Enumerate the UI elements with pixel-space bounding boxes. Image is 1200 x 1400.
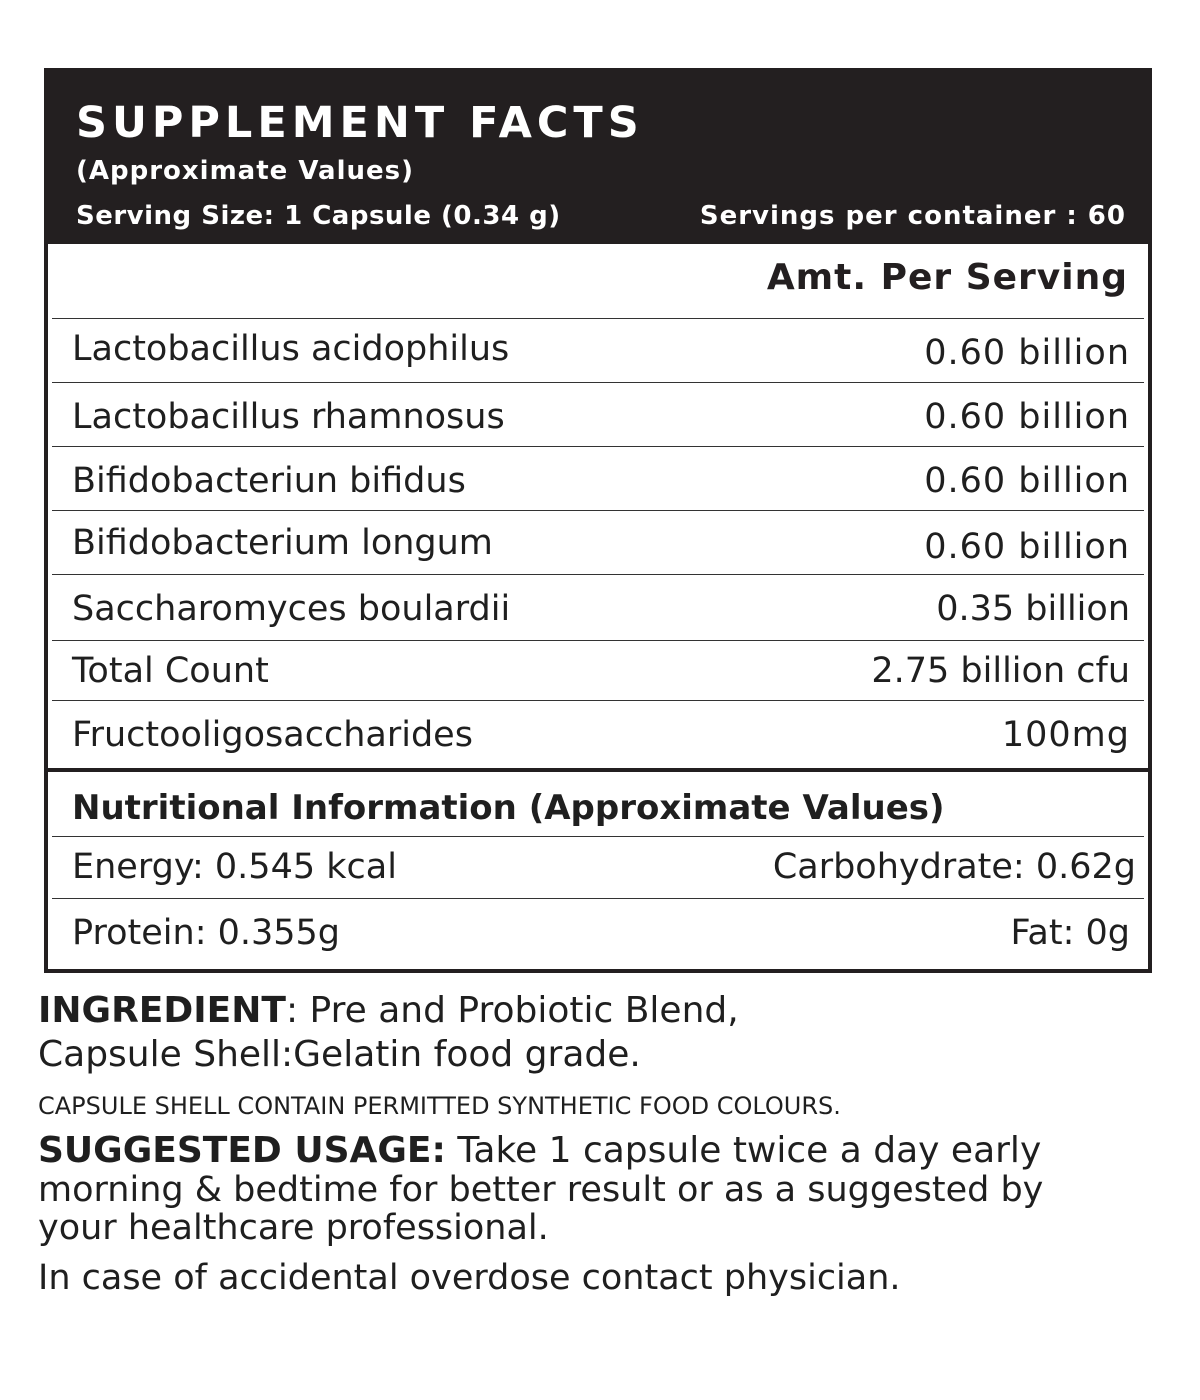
overdose-note: In case of accidental overdose contact physician. xyxy=(38,1258,901,1298)
ingredient-row xyxy=(52,640,1144,700)
ingredient-amount: 100mg xyxy=(1001,715,1130,755)
ingredient-row xyxy=(52,446,1144,510)
nutrition-row xyxy=(52,836,1144,898)
ingredient-amount: 0.60 billion xyxy=(924,333,1130,373)
serving-size: Serving Size: 1 Capsule (0.34 g) xyxy=(76,201,561,231)
ingredient-amount: 0.35 billion xyxy=(936,589,1130,629)
nutrition-row xyxy=(52,898,1144,969)
usage-text: Take 1 capsule twice a day early xyxy=(445,1130,1042,1171)
usage-label: SUGGESTED USAGE: xyxy=(38,1130,446,1171)
ingredient-line xyxy=(38,990,739,1031)
section-divider xyxy=(48,768,1148,772)
ingredient-row xyxy=(52,510,1144,574)
carbohydrate-value: Carbohydrate: 0.62g xyxy=(772,847,1136,887)
ingredient-name: Bifidobacteriun bifidus xyxy=(72,461,466,501)
facts-header xyxy=(48,72,1148,244)
facts-subtitle: (Approximate Values) xyxy=(76,156,415,186)
amount-per-serving-header: Amt. Per Serving xyxy=(766,257,1128,298)
ingredient-amount: 0.60 billion xyxy=(924,461,1130,501)
protein-value: Protein: 0.355g xyxy=(72,913,341,953)
supplement-facts-panel xyxy=(44,68,1152,973)
ingredient-row xyxy=(52,382,1144,446)
ingredient-row xyxy=(52,574,1144,640)
usage-line-2: morning & bedtime for better result or as a suggested by xyxy=(38,1170,1044,1210)
facts-title: SUPPLEMENT FACTS xyxy=(76,98,644,148)
usage-line-1 xyxy=(38,1130,1041,1171)
ingredient-amount: 0.60 billion xyxy=(924,397,1130,437)
energy-value: Energy: 0.545 kcal xyxy=(72,847,397,887)
servings-per-container: Servings per container : 60 xyxy=(699,201,1126,231)
ingredient-text: : Pre and Probiotic Blend, xyxy=(285,990,739,1031)
ingredient-name: Saccharomyces boulardii xyxy=(72,589,511,629)
ingredient-name: Lactobacillus acidophilus xyxy=(72,329,510,369)
ingredient-name: Total Count xyxy=(72,651,269,691)
ingredient-name: Lactobacillus rhamnosus xyxy=(72,397,505,437)
ingredient-row xyxy=(52,700,1144,768)
ingredient-name: Fructooligosaccharides xyxy=(72,715,473,755)
ingredient-label: INGREDIENT xyxy=(38,990,286,1031)
fat-value: Fat: 0g xyxy=(1010,913,1130,953)
ingredient-name: Bifidobacterium longum xyxy=(72,523,493,563)
capsule-shell-line: Capsule Shell:Gelatin food grade. xyxy=(38,1034,641,1075)
ingredient-row xyxy=(52,318,1144,382)
usage-line-3: your healthcare professional. xyxy=(38,1208,549,1248)
nutrition-title: Nutritional Information (Approximate Values) xyxy=(72,788,945,828)
ingredient-amount: 2.75 billion cfu xyxy=(871,651,1130,691)
ingredient-amount: 0.60 billion xyxy=(924,527,1130,567)
capsule-colour-note: CAPSULE SHELL CONTAIN PERMITTED SYNTHETIC FOOD COLOURS. xyxy=(38,1092,841,1120)
